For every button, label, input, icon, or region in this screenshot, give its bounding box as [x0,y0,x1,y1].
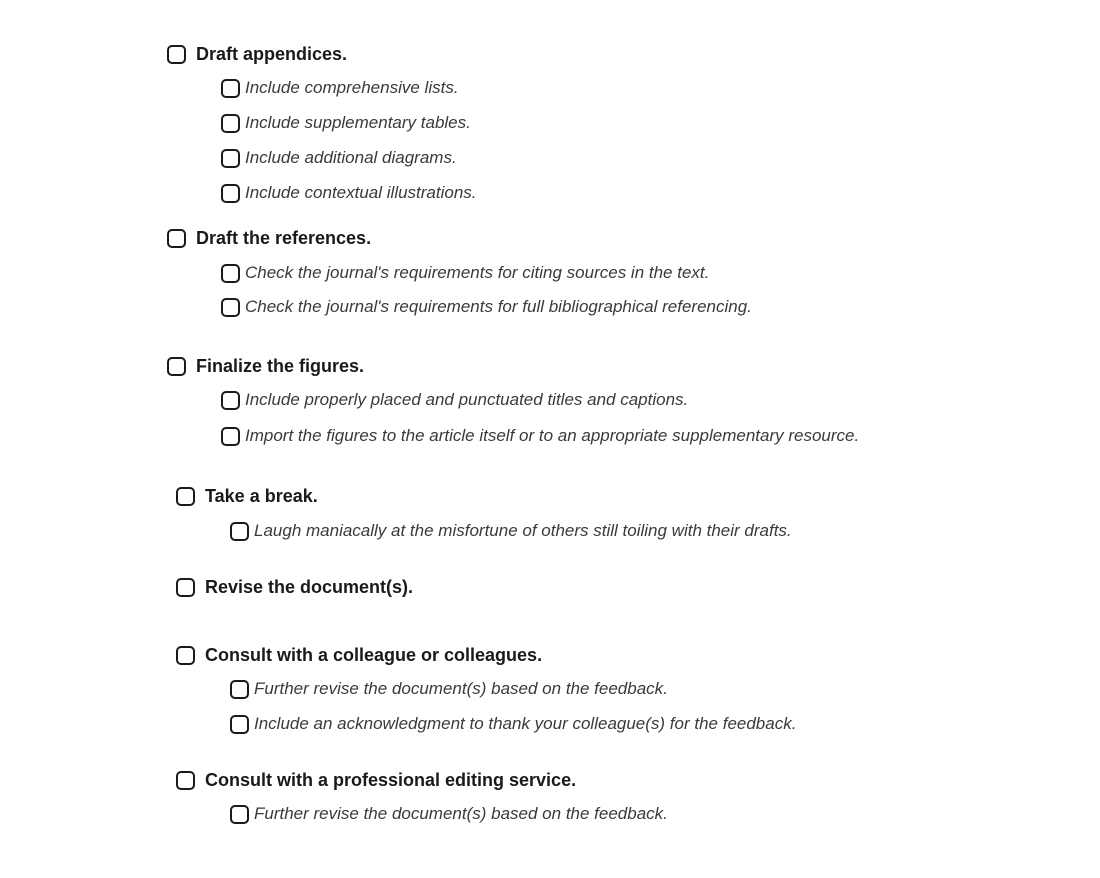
checkbox[interactable] [230,805,249,824]
checklist-subitem-label: Include supplementary tables. [245,113,471,132]
checkbox[interactable] [221,264,240,283]
checkbox[interactable] [221,298,240,317]
checkbox[interactable] [167,45,186,64]
checkbox[interactable] [221,149,240,168]
checkbox[interactable] [176,771,195,790]
checklist-item-label: Consult with a professional editing service. [205,770,577,790]
checklist-subitem-label: Include contextual illustrations. [245,183,477,202]
checklist-subitem-label: Include properly placed and punctuated titles and captions. [245,390,689,409]
checklist-item-draft-references [167,228,371,249]
checklist-item-revise-documents [176,577,413,598]
checkbox[interactable] [221,114,240,133]
checklist-subitem-label: Further revise the document(s) based on the feedback. [254,804,668,823]
checkbox[interactable] [230,680,249,699]
checklist-subitem [221,263,709,283]
checklist-item-draft-appendices [167,44,347,65]
checklist-item-finalize-figures [167,356,364,377]
checklist-subitem [221,297,752,317]
checkbox[interactable] [167,357,186,376]
checklist-subitem-label: Check the journal's requirements for citing sources in the text. [245,263,710,282]
checklist-subitem-label: Check the journal's requirements for full bibliographical referencing. [245,297,752,316]
checkbox[interactable] [221,79,240,98]
checklist-subitem-label: Include additional diagrams. [245,148,457,167]
checkbox[interactable] [167,229,186,248]
checklist-item-label: Take a break. [205,486,318,506]
checklist-subitem [230,804,668,824]
checklist-subitem [221,148,457,168]
checklist-subitem-label: Include an acknowledgment to thank your colleague(s) for the feedback. [254,714,797,733]
checkbox[interactable] [221,427,240,446]
checklist-item-label: Finalize the figures. [196,356,365,376]
checklist-subitem-label: Include comprehensive lists. [245,78,459,97]
checkbox[interactable] [176,487,195,506]
checklist-subitem-label: Further revise the document(s) based on the feedback. [254,679,668,698]
checklist-item-label: Consult with a colleague or colleagues. [205,645,543,665]
checklist-item-label: Draft the references. [196,228,372,248]
checklist-item-consult-colleague [176,645,542,666]
checklist-subitem [230,714,796,734]
checkbox[interactable] [221,184,240,203]
checklist-subitem [230,679,668,699]
checklist-subitem [221,426,859,446]
checkbox[interactable] [230,715,249,734]
checklist-subitem-label: Laugh maniacally at the misfortune of others still toiling with their drafts. [254,521,792,540]
checklist-item-label: Revise the document(s). [205,577,414,597]
checklist-subitem-label: Import the figures to the article itself or to an appropriate supplementary resource. [245,426,860,445]
checklist-subitem [230,521,792,541]
checklist-item-take-break [176,486,318,507]
checkbox[interactable] [176,578,195,597]
checkbox[interactable] [221,391,240,410]
checklist-subitem [221,78,459,98]
checklist-item-consult-editing-service [176,770,576,791]
checklist-item-label: Draft appendices. [196,44,348,64]
checklist-subitem [221,183,477,203]
checklist-subitem [221,113,471,133]
checkbox[interactable] [176,646,195,665]
checkbox[interactable] [230,522,249,541]
checklist-subitem [221,390,688,410]
